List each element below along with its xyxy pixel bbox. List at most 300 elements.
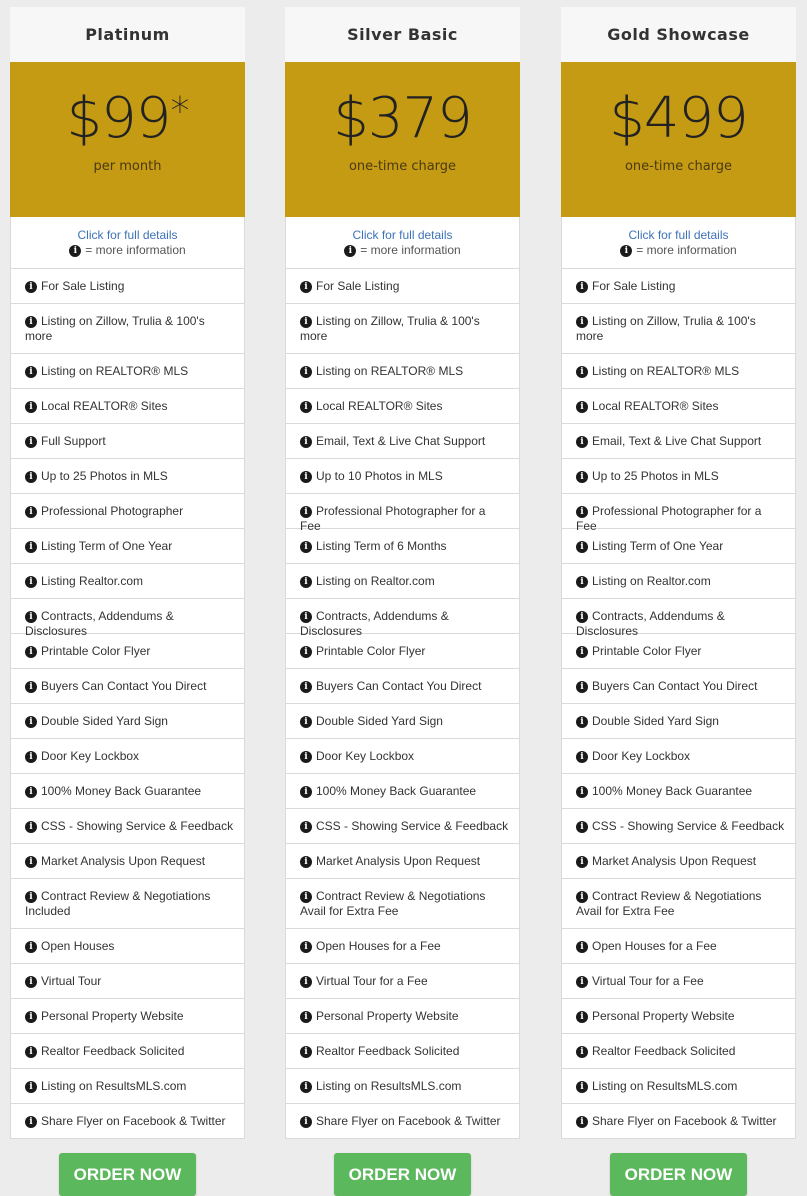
feature-label: CSS - Showing Service & Feedback bbox=[316, 819, 509, 833]
feature-label: Listing Term of One Year bbox=[41, 539, 173, 553]
price-panel bbox=[561, 62, 796, 217]
feature-row bbox=[286, 844, 519, 879]
feature-label: Professional Photographer bbox=[41, 504, 184, 518]
plan-column-gold-showcase bbox=[561, 7, 796, 1196]
info-icon[interactable]: i bbox=[576, 716, 588, 728]
info-icon[interactable]: i bbox=[300, 436, 312, 448]
order-now-button[interactable]: ORDER NOW bbox=[334, 1153, 471, 1196]
feature-label: For Sale Listing bbox=[41, 279, 125, 293]
feature-row bbox=[562, 494, 795, 533]
feature-row bbox=[11, 879, 244, 929]
feature-label: Professional Photographer for a Fee bbox=[576, 504, 762, 533]
feature-text-wrap bbox=[576, 389, 718, 414]
feature-row bbox=[562, 424, 795, 459]
info-icon[interactable]: i bbox=[25, 681, 37, 693]
feature-label: Double Sided Yard Sign bbox=[316, 714, 443, 728]
feature-label: Contracts, Addendums & Disclosures bbox=[300, 609, 449, 638]
feature-row bbox=[11, 739, 244, 774]
info-icon[interactable]: i bbox=[300, 1081, 312, 1093]
feature-label: Virtual Tour bbox=[41, 974, 102, 988]
feature-text-wrap bbox=[25, 354, 188, 379]
feature-row bbox=[286, 704, 519, 739]
feature-text-wrap bbox=[576, 529, 723, 554]
info-icon[interactable]: i bbox=[300, 646, 312, 658]
price-panel bbox=[10, 62, 245, 217]
feature-list bbox=[561, 268, 796, 1139]
feature-label: Contract Review & Negotiations Included bbox=[25, 889, 211, 918]
price-value: $379 bbox=[333, 86, 472, 151]
feature-text-wrap bbox=[576, 879, 785, 919]
feature-label: Market Analysis Upon Request bbox=[41, 854, 206, 868]
info-icon: i bbox=[69, 245, 81, 257]
feature-row bbox=[562, 1069, 795, 1104]
feature-label: Full Support bbox=[41, 434, 106, 448]
feature-text-wrap bbox=[25, 424, 106, 449]
info-icon[interactable]: i bbox=[25, 366, 37, 378]
feature-row bbox=[286, 809, 519, 844]
info-icon[interactable]: i bbox=[300, 856, 312, 868]
price-amount bbox=[285, 88, 520, 150]
feature-label: Door Key Lockbox bbox=[592, 749, 691, 763]
order-now-button[interactable]: ORDER NOW bbox=[610, 1153, 747, 1196]
feature-text-wrap bbox=[576, 669, 757, 694]
info-legend bbox=[11, 243, 244, 258]
info-icon[interactable]: i bbox=[576, 436, 588, 448]
info-icon[interactable]: i bbox=[300, 1011, 312, 1023]
feature-row bbox=[286, 269, 519, 304]
feature-label: Door Key Lockbox bbox=[41, 749, 140, 763]
feature-label: 100% Money Back Guarantee bbox=[316, 784, 477, 798]
feature-label: Virtual Tour for a Fee bbox=[592, 974, 704, 988]
feature-label: Local REALTOR® Sites bbox=[41, 399, 168, 413]
feature-list bbox=[10, 268, 245, 1139]
details-header bbox=[10, 217, 245, 268]
feature-text-wrap bbox=[300, 1034, 459, 1059]
feature-text-wrap bbox=[300, 599, 509, 639]
info-icon[interactable]: i bbox=[576, 941, 588, 953]
feature-text-wrap bbox=[25, 1104, 226, 1129]
feature-label: Listing on Zillow, Trulia & 100's more bbox=[576, 314, 756, 343]
feature-row bbox=[286, 424, 519, 459]
info-icon[interactable]: i bbox=[25, 611, 37, 623]
feature-text-wrap bbox=[576, 1104, 777, 1129]
feature-label: For Sale Listing bbox=[316, 279, 400, 293]
feature-row bbox=[562, 459, 795, 494]
info-icon[interactable]: i bbox=[576, 1046, 588, 1058]
feature-row bbox=[11, 704, 244, 739]
feature-list bbox=[285, 268, 520, 1139]
feature-text-wrap bbox=[300, 739, 414, 764]
feature-text-wrap bbox=[300, 634, 425, 659]
feature-row bbox=[286, 529, 519, 564]
feature-row bbox=[562, 1104, 795, 1139]
feature-text-wrap bbox=[300, 269, 399, 294]
feature-row bbox=[11, 809, 244, 844]
price-note: one-time charge bbox=[624, 159, 733, 174]
info-icon[interactable]: i bbox=[576, 541, 588, 553]
price-amount bbox=[561, 88, 796, 150]
feature-label: Buyers Can Contact You Direct bbox=[316, 679, 482, 693]
info-icon[interactable]: i bbox=[25, 1011, 37, 1023]
feature-label: Market Analysis Upon Request bbox=[316, 854, 481, 868]
feature-label: Listing on ResultsMLS.com bbox=[316, 1079, 462, 1093]
feature-label: Up to 25 Photos in MLS bbox=[41, 469, 168, 483]
feature-label: Virtual Tour for a Fee bbox=[316, 974, 428, 988]
info-icon[interactable]: i bbox=[300, 471, 312, 483]
feature-row bbox=[11, 999, 244, 1034]
feature-row bbox=[286, 354, 519, 389]
feature-label: Share Flyer on Facebook & Twitter bbox=[316, 1114, 501, 1128]
info-icon[interactable]: i bbox=[576, 316, 588, 328]
details-header bbox=[561, 217, 796, 268]
details-header bbox=[285, 217, 520, 268]
feature-label: Contracts, Addendums & Disclosures bbox=[576, 609, 725, 638]
full-details-link[interactable]: Click for full details bbox=[628, 228, 729, 242]
feature-row bbox=[562, 964, 795, 999]
feature-text-wrap bbox=[300, 564, 435, 589]
info-icon[interactable]: i bbox=[300, 316, 312, 328]
feature-text-wrap bbox=[25, 389, 167, 414]
feature-row bbox=[11, 844, 244, 879]
info-icon[interactable]: i bbox=[300, 716, 312, 728]
info-icon[interactable]: i bbox=[300, 541, 312, 553]
feature-row bbox=[11, 459, 244, 494]
feature-text-wrap bbox=[300, 879, 509, 919]
info-icon[interactable]: i bbox=[300, 401, 312, 413]
feature-label: Open Houses for a Fee bbox=[592, 939, 717, 953]
info-icon[interactable]: i bbox=[576, 681, 588, 693]
feature-label: Buyers Can Contact You Direct bbox=[592, 679, 758, 693]
feature-row bbox=[11, 304, 244, 354]
feature-text-wrap bbox=[576, 774, 752, 799]
feature-row bbox=[11, 1104, 244, 1139]
feature-row bbox=[286, 999, 519, 1034]
feature-label: Listing on REALTOR® MLS bbox=[41, 364, 189, 378]
feature-text-wrap bbox=[300, 929, 441, 954]
feature-label: Personal Property Website bbox=[592, 1009, 735, 1023]
info-icon[interactable]: i bbox=[576, 471, 588, 483]
price-amount bbox=[10, 88, 245, 150]
feature-text-wrap bbox=[25, 999, 184, 1024]
feature-row bbox=[286, 929, 519, 964]
feature-text-wrap bbox=[25, 964, 101, 989]
price-value: $499 bbox=[609, 86, 748, 151]
info-icon[interactable]: i bbox=[576, 976, 588, 988]
info-icon[interactable]: i bbox=[25, 1081, 37, 1093]
info-icon[interactable]: i bbox=[25, 281, 37, 293]
feature-row bbox=[562, 669, 795, 704]
feature-label: 100% Money Back Guarantee bbox=[592, 784, 753, 798]
feature-row bbox=[286, 739, 519, 774]
feature-text-wrap bbox=[300, 964, 428, 989]
info-icon[interactable]: i bbox=[25, 316, 37, 328]
feature-text-wrap bbox=[25, 1034, 184, 1059]
feature-label: Listing Realtor.com bbox=[41, 574, 144, 588]
feature-row bbox=[286, 1104, 519, 1139]
info-icon[interactable]: i bbox=[300, 611, 312, 623]
feature-label: Personal Property Website bbox=[41, 1009, 184, 1023]
price-note: one-time charge bbox=[348, 159, 457, 174]
feature-label: Email, Text & Live Chat Support bbox=[592, 434, 762, 448]
plan-column-silver-basic bbox=[285, 7, 520, 1196]
feature-text-wrap bbox=[300, 809, 508, 834]
feature-text-wrap bbox=[576, 269, 675, 294]
feature-text-wrap bbox=[25, 844, 205, 869]
feature-row bbox=[286, 1034, 519, 1069]
feature-label: Listing on Zillow, Trulia & 100's more bbox=[300, 314, 480, 343]
feature-text-wrap bbox=[25, 809, 233, 834]
info-icon[interactable]: i bbox=[25, 541, 37, 553]
info-icon[interactable]: i bbox=[25, 1116, 37, 1128]
feature-text-wrap bbox=[300, 424, 485, 449]
info-icon[interactable]: i bbox=[25, 471, 37, 483]
feature-row bbox=[286, 459, 519, 494]
info-icon[interactable]: i bbox=[25, 891, 37, 903]
full-details-link[interactable]: Click for full details bbox=[77, 228, 178, 242]
feature-label: 100% Money Back Guarantee bbox=[41, 784, 202, 798]
feature-text-wrap bbox=[576, 929, 717, 954]
feature-label: Listing Term of 6 Months bbox=[316, 539, 447, 553]
feature-row bbox=[11, 669, 244, 704]
feature-row bbox=[562, 879, 795, 929]
info-icon[interactable]: i bbox=[300, 506, 312, 518]
feature-text-wrap bbox=[25, 1069, 186, 1094]
feature-row bbox=[562, 269, 795, 304]
feature-text-wrap bbox=[300, 704, 443, 729]
feature-label: Contract Review & Negotiations Avail for Extra Fee bbox=[300, 889, 486, 918]
feature-label: Realtor Feedback Solicited bbox=[316, 1044, 460, 1058]
feature-label: Share Flyer on Facebook & Twitter bbox=[592, 1114, 777, 1128]
price-note: per month bbox=[93, 159, 162, 174]
info-icon: i bbox=[620, 245, 632, 257]
feature-row bbox=[11, 354, 244, 389]
info-icon[interactable]: i bbox=[25, 436, 37, 448]
info-icon[interactable]: i bbox=[576, 506, 588, 518]
info-icon[interactable]: i bbox=[300, 281, 312, 293]
info-icon[interactable]: i bbox=[576, 611, 588, 623]
feature-label: Contracts, Addendums & Disclosures bbox=[25, 609, 174, 638]
feature-text-wrap bbox=[25, 269, 124, 294]
order-now-button[interactable]: ORDER NOW bbox=[59, 1153, 196, 1196]
feature-row bbox=[562, 844, 795, 879]
feature-row bbox=[562, 599, 795, 638]
info-icon[interactable]: i bbox=[25, 786, 37, 798]
order-area bbox=[10, 1139, 245, 1196]
info-icon[interactable]: i bbox=[300, 1046, 312, 1058]
feature-text-wrap bbox=[300, 1069, 461, 1094]
feature-row bbox=[562, 634, 795, 669]
info-icon[interactable]: i bbox=[300, 681, 312, 693]
feature-label: CSS - Showing Service & Feedback bbox=[592, 819, 785, 833]
info-icon[interactable]: i bbox=[25, 821, 37, 833]
feature-label: Double Sided Yard Sign bbox=[41, 714, 168, 728]
legend-text: = more information bbox=[360, 243, 461, 257]
info-icon[interactable]: i bbox=[300, 821, 312, 833]
feature-text-wrap bbox=[576, 634, 701, 659]
info-icon[interactable]: i bbox=[25, 751, 37, 763]
info-icon[interactable]: i bbox=[25, 941, 37, 953]
feature-row bbox=[562, 774, 795, 809]
feature-text-wrap bbox=[576, 999, 735, 1024]
feature-row bbox=[286, 304, 519, 354]
feature-text-wrap bbox=[576, 304, 785, 344]
info-icon[interactable]: i bbox=[300, 891, 312, 903]
feature-row bbox=[562, 564, 795, 599]
feature-row bbox=[286, 599, 519, 638]
info-icon[interactable]: i bbox=[576, 786, 588, 798]
feature-label: Market Analysis Upon Request bbox=[592, 854, 757, 868]
feature-row bbox=[286, 634, 519, 669]
info-icon[interactable]: i bbox=[300, 941, 312, 953]
feature-text-wrap bbox=[576, 494, 785, 534]
feature-row bbox=[11, 964, 244, 999]
feature-row bbox=[286, 564, 519, 599]
feature-text-wrap bbox=[25, 564, 143, 589]
feature-label: Up to 25 Photos in MLS bbox=[592, 469, 719, 483]
feature-label: Contract Review & Negotiations Avail for Extra Fee bbox=[576, 889, 762, 918]
feature-label: Door Key Lockbox bbox=[316, 749, 415, 763]
feature-label: Double Sided Yard Sign bbox=[592, 714, 719, 728]
feature-row bbox=[286, 964, 519, 999]
info-icon[interactable]: i bbox=[25, 646, 37, 658]
feature-text-wrap bbox=[300, 304, 509, 344]
feature-text-wrap bbox=[300, 494, 509, 534]
feature-label: Listing on ResultsMLS.com bbox=[41, 1079, 187, 1093]
feature-text-wrap bbox=[576, 809, 784, 834]
feature-row bbox=[562, 354, 795, 389]
feature-row bbox=[286, 879, 519, 929]
feature-row bbox=[562, 1034, 795, 1069]
info-icon[interactable]: i bbox=[300, 576, 312, 588]
info-icon[interactable]: i bbox=[300, 751, 312, 763]
plan-name: Platinum bbox=[10, 7, 245, 62]
feature-label: Realtor Feedback Solicited bbox=[41, 1044, 185, 1058]
feature-row bbox=[11, 1069, 244, 1104]
feature-row bbox=[11, 424, 244, 459]
feature-row bbox=[11, 269, 244, 304]
full-details-link[interactable]: Click for full details bbox=[352, 228, 453, 242]
legend-text: = more information bbox=[85, 243, 186, 257]
info-icon[interactable]: i bbox=[300, 366, 312, 378]
info-icon[interactable]: i bbox=[25, 401, 37, 413]
feature-row bbox=[11, 564, 244, 599]
feature-label: Open Houses bbox=[41, 939, 115, 953]
feature-row bbox=[11, 774, 244, 809]
feature-label: Printable Color Flyer bbox=[41, 644, 151, 658]
feature-text-wrap bbox=[576, 459, 719, 484]
info-icon[interactable]: i bbox=[300, 786, 312, 798]
info-icon[interactable]: i bbox=[576, 1116, 588, 1128]
feature-text-wrap bbox=[25, 929, 114, 954]
feature-text-wrap bbox=[25, 704, 168, 729]
info-icon: i bbox=[344, 245, 356, 257]
info-icon[interactable]: i bbox=[576, 891, 588, 903]
info-legend bbox=[286, 243, 519, 258]
feature-row bbox=[11, 389, 244, 424]
feature-row bbox=[562, 529, 795, 564]
info-icon[interactable]: i bbox=[25, 576, 37, 588]
plan-name: Gold Showcase bbox=[561, 7, 796, 62]
info-icon[interactable]: i bbox=[25, 976, 37, 988]
feature-label: Buyers Can Contact You Direct bbox=[41, 679, 207, 693]
feature-row bbox=[11, 1034, 244, 1069]
feature-text-wrap bbox=[576, 1034, 735, 1059]
feature-row bbox=[562, 929, 795, 964]
feature-text-wrap bbox=[300, 529, 447, 554]
legend-text: = more information bbox=[636, 243, 737, 257]
feature-text-wrap bbox=[300, 669, 481, 694]
feature-label: Local REALTOR® Sites bbox=[592, 399, 719, 413]
info-icon[interactable]: i bbox=[25, 716, 37, 728]
info-icon[interactable]: i bbox=[576, 401, 588, 413]
feature-text-wrap bbox=[576, 964, 704, 989]
feature-text-wrap bbox=[25, 494, 183, 519]
feature-text-wrap bbox=[300, 459, 443, 484]
feature-text-wrap bbox=[25, 669, 206, 694]
feature-label: For Sale Listing bbox=[592, 279, 676, 293]
info-icon[interactable]: i bbox=[576, 1081, 588, 1093]
feature-label: Printable Color Flyer bbox=[316, 644, 426, 658]
feature-row bbox=[11, 599, 244, 638]
info-icon[interactable]: i bbox=[576, 856, 588, 868]
feature-label: Email, Text & Live Chat Support bbox=[316, 434, 486, 448]
info-icon[interactable]: i bbox=[25, 506, 37, 518]
feature-text-wrap bbox=[300, 389, 442, 414]
feature-label: Realtor Feedback Solicited bbox=[592, 1044, 736, 1058]
info-icon[interactable]: i bbox=[576, 751, 588, 763]
info-icon[interactable]: i bbox=[300, 976, 312, 988]
feature-row bbox=[562, 739, 795, 774]
feature-text-wrap bbox=[25, 529, 172, 554]
info-icon[interactable]: i bbox=[576, 646, 588, 658]
feature-label: Personal Property Website bbox=[316, 1009, 459, 1023]
feature-label: CSS - Showing Service & Feedback bbox=[41, 819, 234, 833]
feature-label: Listing on Realtor.com bbox=[316, 574, 435, 588]
feature-text-wrap bbox=[25, 304, 234, 344]
info-legend bbox=[562, 243, 795, 258]
feature-row bbox=[562, 809, 795, 844]
feature-label: Listing on Realtor.com bbox=[592, 574, 711, 588]
feature-text-wrap bbox=[576, 354, 739, 379]
feature-text-wrap bbox=[576, 424, 761, 449]
feature-label: Up to 10 Photos in MLS bbox=[316, 469, 443, 483]
feature-row bbox=[286, 494, 519, 533]
feature-text-wrap bbox=[25, 599, 234, 639]
info-icon[interactable]: i bbox=[25, 856, 37, 868]
feature-row bbox=[11, 929, 244, 964]
feature-label: Open Houses for a Fee bbox=[316, 939, 441, 953]
feature-text-wrap bbox=[576, 564, 711, 589]
info-icon[interactable]: i bbox=[25, 1046, 37, 1058]
info-icon[interactable]: i bbox=[576, 366, 588, 378]
feature-text-wrap bbox=[300, 774, 476, 799]
feature-label: Listing on ResultsMLS.com bbox=[592, 1079, 738, 1093]
info-icon[interactable]: i bbox=[576, 576, 588, 588]
feature-text-wrap bbox=[576, 704, 719, 729]
feature-label: Local REALTOR® Sites bbox=[316, 399, 443, 413]
feature-label: Professional Photographer for a Fee bbox=[300, 504, 486, 533]
info-icon[interactable]: i bbox=[576, 1011, 588, 1023]
feature-text-wrap bbox=[576, 739, 690, 764]
info-icon[interactable]: i bbox=[300, 1116, 312, 1128]
info-icon[interactable]: i bbox=[576, 821, 588, 833]
feature-row bbox=[562, 389, 795, 424]
feature-text-wrap bbox=[576, 599, 785, 639]
feature-label: Listing on Zillow, Trulia & 100's more bbox=[25, 314, 205, 343]
feature-label: Printable Color Flyer bbox=[592, 644, 702, 658]
info-icon[interactable]: i bbox=[576, 281, 588, 293]
feature-text-wrap bbox=[576, 1069, 737, 1094]
